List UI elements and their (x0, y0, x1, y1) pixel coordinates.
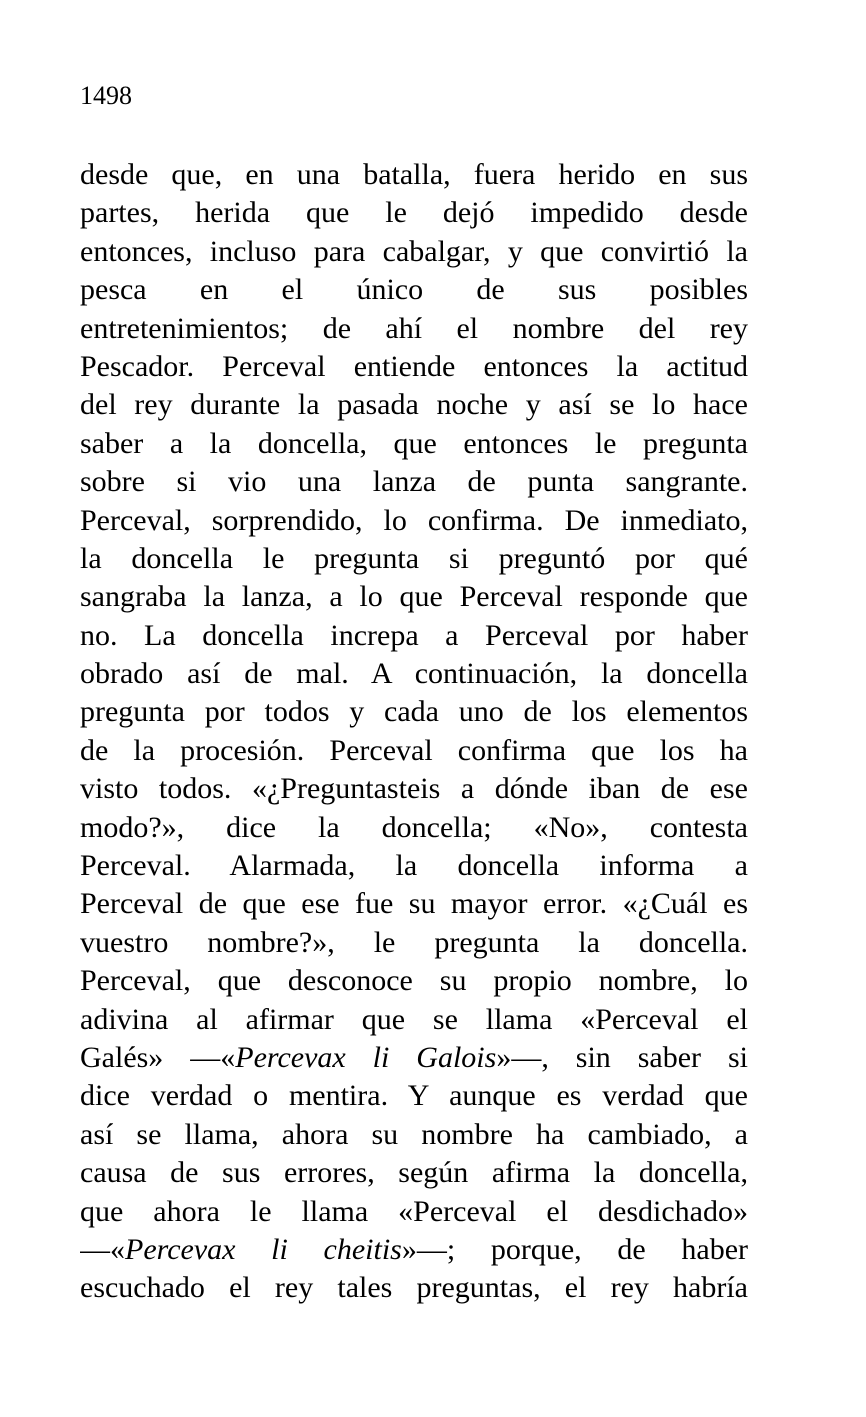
text-line: Perceval. Alarmada, la doncella informa a (80, 849, 748, 883)
text-line: Perceval de que ese fue su mayor error. «¿Cuál es (80, 887, 748, 921)
text-line: escuchado el rey tales preguntas, el rey habría (80, 1271, 748, 1305)
text-line: partes, herida que le dejó impedido desde (80, 196, 748, 230)
text-line: causa de sus errores, según afirma la doncella, (80, 1156, 748, 1190)
text-line: vuestro nombre?», le pregunta la doncella. (80, 925, 748, 959)
text-segment: Galés» —« (80, 1040, 236, 1074)
text-line: de la procesión. Perceval confirma que los ha (80, 733, 748, 767)
text-line: Perceval, que desconoce su propio nombre, lo (80, 964, 748, 998)
text-line: modo?», dice la doncella; «No», contesta (80, 810, 748, 844)
italic-title: Percevax li cheitis (125, 1232, 402, 1266)
text-line (80, 1039, 748, 1077)
text-segment: —« (80, 1232, 125, 1266)
text-line: sangraba la lanza, a lo que Perceval responde que (80, 580, 748, 614)
text-line: no. La doncella increpa a Perceval por haber (80, 618, 748, 652)
body-text (80, 156, 748, 1308)
text-line: así se llama, ahora su nombre ha cambiado, a (80, 1117, 748, 1151)
text-line: entretenimientos; de ahí el nombre del rey (80, 311, 748, 345)
text-line: Perceval, sorprendido, lo confirma. De inmediato, (80, 503, 748, 537)
text-line: la doncella le pregunta si preguntó por qué (80, 541, 748, 575)
text-line: que ahora le llama «Perceval el desdichado» (80, 1194, 748, 1228)
text-line: entonces, incluso para cabalgar, y que convirtió la (80, 234, 748, 268)
text-line: sobre si vio una lanza de punta sangrante. (80, 465, 748, 499)
text-line: dice verdad o mentira. Y aunque es verdad que (80, 1079, 748, 1113)
italic-title: Percevax li Galois (235, 1040, 497, 1074)
text-line: del rey durante la pasada noche y así se lo hace (80, 388, 748, 422)
text-line: desde que, en una batalla, fuera herido en sus (80, 158, 748, 191)
page-number: 1498 (80, 81, 132, 110)
text-line (80, 1231, 748, 1269)
text-line: saber a la doncella, que entonces le pregunta (80, 426, 748, 460)
text-line: pesca en el único de sus posibles (80, 273, 748, 307)
text-line: visto todos. «¿Preguntasteis a dónde iban de ese (80, 772, 748, 806)
text-segment: »—; porque, de haber (401, 1232, 748, 1266)
text-line: Pescador. Perceval entiende entonces la actitud (80, 349, 748, 383)
text-segment: »—, sin saber si (496, 1040, 748, 1074)
text-line: adivina al afirmar que se llama «Perceval el (80, 1002, 748, 1036)
text-line: obrado así de mal. A continuación, la doncella (80, 657, 748, 691)
text-line: pregunta por todos y cada uno de los elementos (80, 695, 748, 729)
